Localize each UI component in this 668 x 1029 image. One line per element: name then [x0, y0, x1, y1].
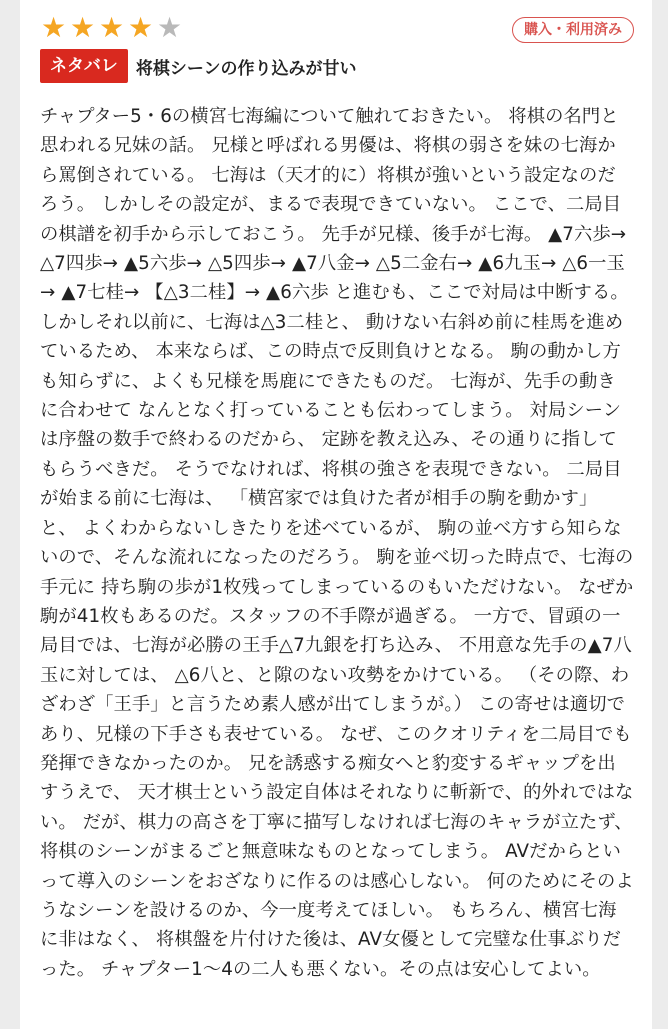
star-empty-icon: ★ [156, 11, 183, 44]
spoiler-tag: ネタバレ [40, 49, 128, 83]
star-filled-icon: ★ [69, 11, 96, 44]
review-card [20, 0, 652, 1029]
review-header [40, 11, 634, 44]
star-filled-icon: ★ [127, 11, 154, 44]
star-filled-icon: ★ [98, 11, 125, 44]
star-rating [40, 11, 183, 44]
review-body: チャプター5・6の横宮七海編について触れておきたい。 将棋の名門と思われる兄妹の話。 兄様と呼ばれる男優は、将棋の弱さを妹の七海から罵倒されている。 七海は（天才的に）将棋が強いという設定なのだろう。 しかしその設定が、まるで表現できていない。 ここで、二局目の棋譜を初手から示しておこう。 先手が兄様、後手が七海。 ▲7六歩→ △7四歩→ ▲5六歩→ △5四歩→ ▲7八金→ △5二金右→ ▲6九玉→ △6一玉→ ▲7七桂→ 【△3二桂】→ ▲6六歩 と進むも、ここで対局は中断する。 しかしそれ以前に、七海は△3二桂と、 動けない右斜め前に桂馬を進めているため、 本来ならば、この時点で反則負けとなる。 駒の動かし方も知らずに、よくも兄様を馬鹿にできたものだ。 七海が、先手の動きに合わせて なんとなく打っていることも伝わってしまう。 対局シーンは序盤の数手で終わるのだから、 定跡を教え込み、その通りに指してもらうべきだ。 そうでなければ、将棋の強さを表現できない。 二局目が始まる前に七海は、 「横宮家では負けた者が相手の駒を動かす」と、 よくわからないしきたりを述べているが、 駒の並べ方すら知らないので、そんな流れになったのだろう。 駒を並べ切った時点で、七海の手元に 持ち駒の歩が1枚残ってしまっているのもいただけない。 なぜか駒が41枚もあるのだ。スタッフの不手際が過ぎる。 一方で、冒頭の一局目では、七海が必勝の王手△7九銀を打ち込み、 不用意な先手の▲7八玉に対しては、 △6八と、と隙のない攻勢をかけている。 （その際、わざわざ「王手」と言うため素人感が出てしまうが。） この寄せは適切であり、兄様の下手さも表せている。 なぜ、このクオリティを二局目でも発揮できなかったのか。 兄を誘惑する痴女へと豹変するギャップを出すうえで、 天才棋士という設定自体はそれなりに斬新で、的外れではない。 だが、棋力の高さを丁寧に描写しなければ七海のキャラが立たず、 将棋のシーンがまるごと無意味なものとなってしまう。 AVだからといって導入のシーンをおざなりに作るのは感心しない。 何のためにそのようなシーンを設けるのか、今一度考えてほしい。 もちろん、横宮七海に非はなく、 将棋盤を片付けた後は、AV女優として完璧な仕事ぶりだった。 チャプター1〜4の二人も悪くない。その点は安心してよい。 [40, 106, 634, 980]
review-title: 将棋シーンの作り込みが甘い [135, 58, 357, 79]
review-title-row [40, 48, 634, 84]
star-filled-icon: ★ [40, 11, 67, 44]
purchased-badge: 購入・利用済み [512, 17, 634, 43]
